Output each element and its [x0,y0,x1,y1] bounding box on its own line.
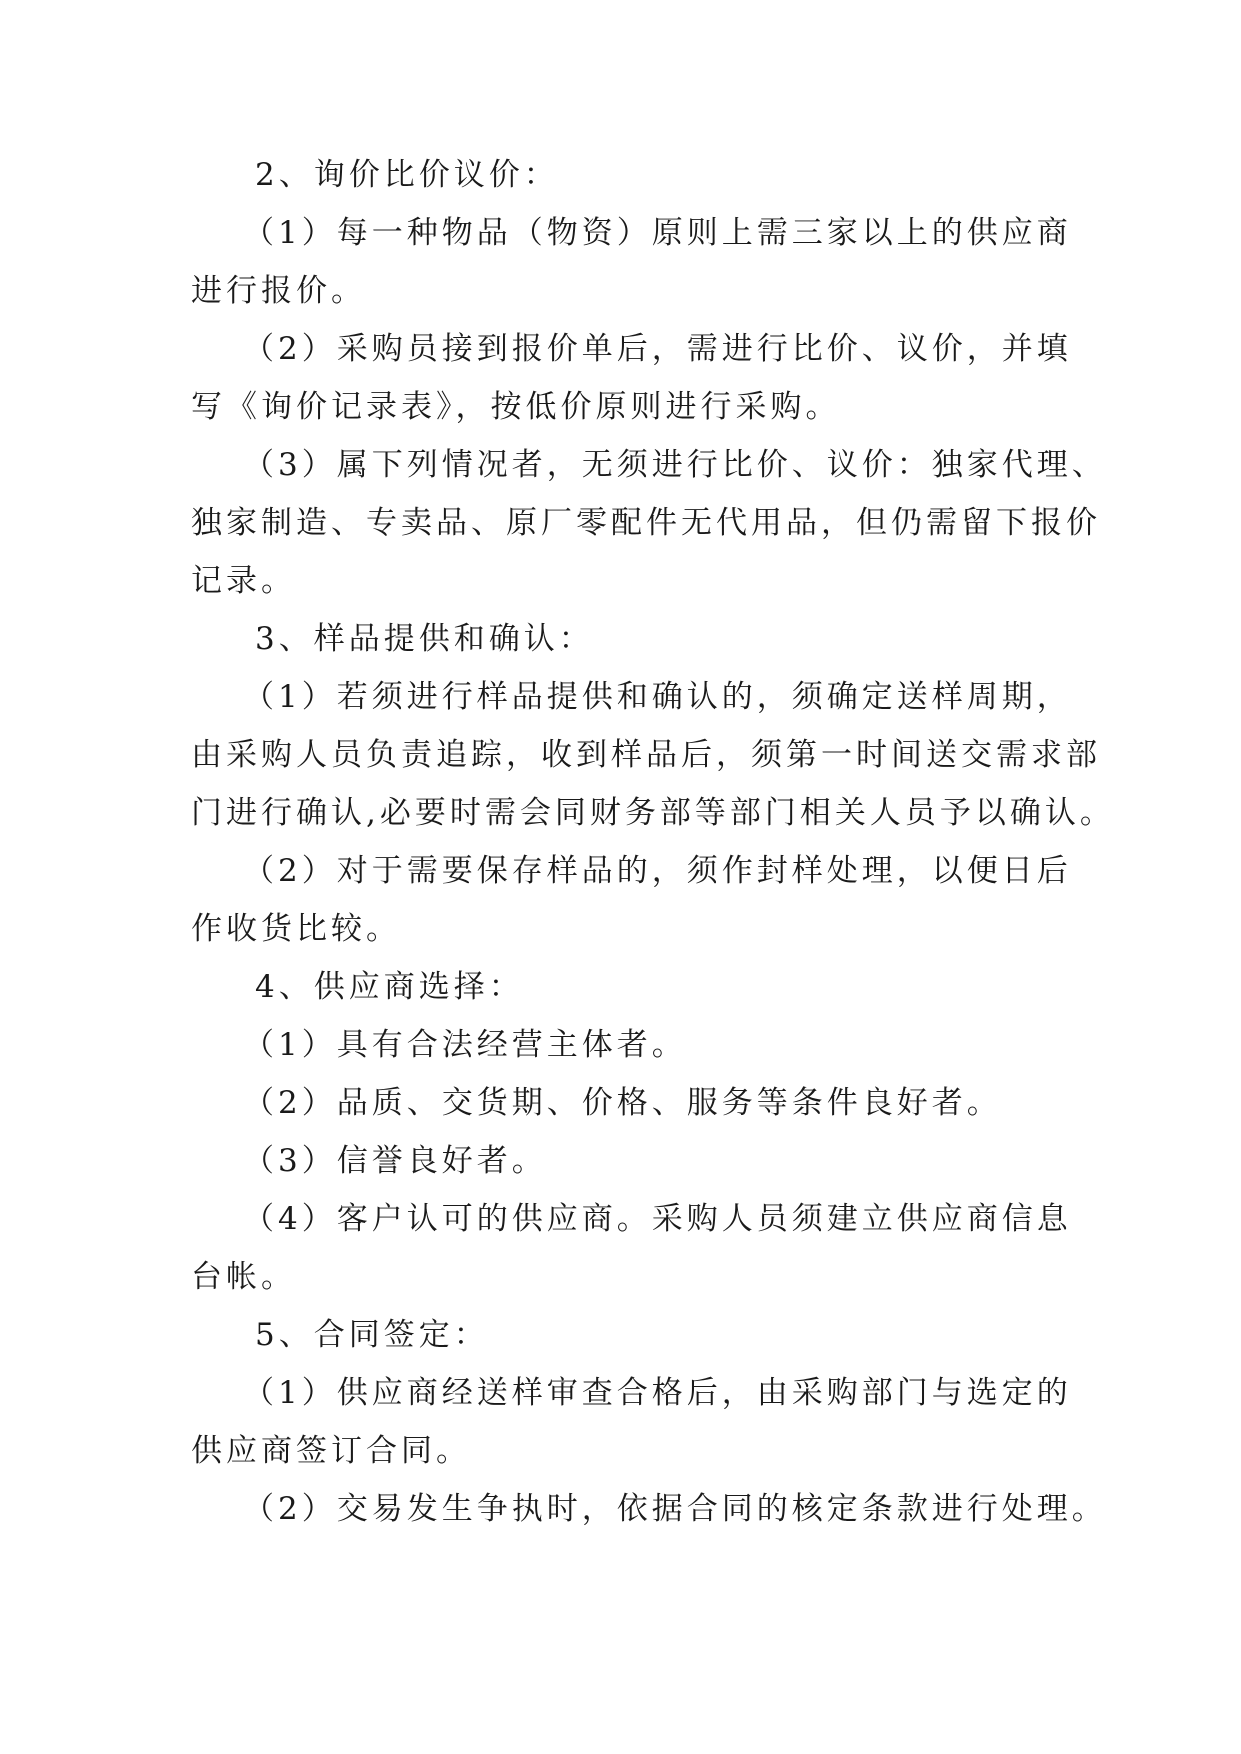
paragraph-line: （3）信誉良好者。 [243,1143,547,1179]
section-heading-supplier: 4、供应商选择： [255,969,524,1005]
paragraph-line: （1）具有合法经营主体者。 [243,1027,687,1063]
paragraph-line: 进行报价。 [191,273,366,309]
paragraph-line: （4）客户认可的供应商。采购人员须建立供应商信息 [243,1201,1072,1237]
paragraph-line: 独家制造、专卖品、原厂零配件无代用品，但仍需留下报价 [191,505,1101,541]
paragraph-line: 台帐。 [191,1259,296,1295]
paragraph-line: （1）若须进行样品提供和确认的，须确定送样周期， [243,679,1072,715]
section-heading-contract: 5、合同签定： [255,1317,489,1353]
paragraph-line: 门进行确认,必要时需会同财务部等部门相关人员予以确认。 [191,795,1115,831]
paragraph-line: （1）每一种物品（物资）原则上需三家以上的供应商 [243,215,1072,251]
paragraph-line: 作收货比较。 [191,911,401,947]
paragraph-line: 由采购人员负责追踪，收到样品后，须第一时间送交需求部 [191,737,1101,773]
paragraph-line: 写《询价记录表》，按低价原则进行采购。 [191,389,841,425]
section-heading-samples: 3、样品提供和确认： [255,621,594,657]
paragraph-line: （2）对于需要保存样品的，须作封样处理，以便日后 [243,853,1072,889]
section-heading-inquiry: 2、询价比价议价： [255,157,559,193]
paragraph-line: （3）属下列情况者，无须进行比价、议价：独家代理、 [243,447,1107,483]
paragraph-line: （2）采购员接到报价单后，需进行比价、议价，并填 [243,331,1072,367]
paragraph-line: （1）供应商经送样审查合格后，由采购部门与选定的 [243,1375,1072,1411]
paragraph-line: 记录。 [191,563,296,599]
paragraph-line: （2）交易发生争执时，依据合同的核定条款进行处理。 [243,1491,1107,1527]
paragraph-line: （2）品质、交货期、价格、服务等条件良好者。 [243,1085,1002,1121]
paragraph-line: 供应商签订合同。 [191,1433,471,1469]
